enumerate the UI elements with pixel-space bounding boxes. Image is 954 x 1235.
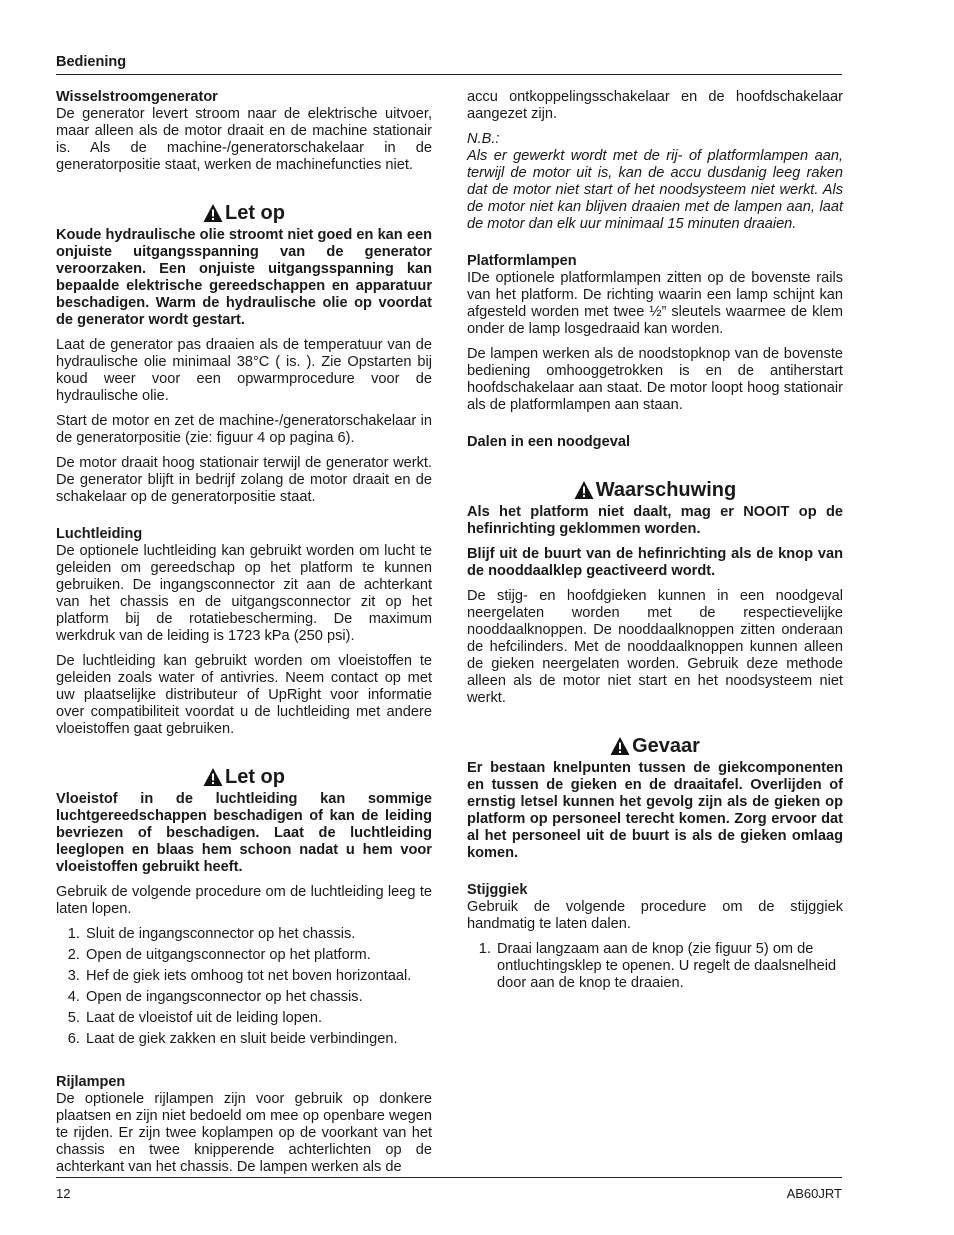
rij-body: De optionele rijlampen zijn voor gebruik op donkere plaatsen en zijn niet bedoeld om mee op openbare wegen te rijden. Er zijn twee koplampen op de voorkant van het chassis en twee knipperende achterlichten op de achterkant van het chassis. De lampen werken als de [56, 1091, 432, 1175]
heading-platformlampen: Platformlampen [467, 253, 577, 269]
danger-heading [467, 733, 843, 759]
note-label: N.B.: [467, 131, 500, 147]
header-rule [56, 74, 842, 75]
caution-text-2: Vloeistof in de luchtleiding kan sommige luchtgereedschappen beschadigen of kan de leiding bevriezen of beschadigen. Laat de luchtleiding leeglopen en blaas hem schoon nadat u hem voor vloeistoffen gebruikt heeft. [56, 791, 432, 875]
paragraph-start: Start de motor en zet de machine-/generatorschakelaar in de generatorpositie (zie: figuur 4 op pagina 6). [56, 413, 432, 446]
caution-text: Koude hydraulische olie stroomt niet goed en kan een onjuiste uitgangsspanning van de generator veroorzaken. Een onjuiste uitgangsspanning kan bepaalde elektrische gereedschappen en apparatuur beschadigen. Warm de hydraulische olie op voordat de generator wordt gestart. [56, 227, 432, 328]
model-label: AB60JRT [786, 1186, 842, 1201]
platform-body-1: IDe optionele platformlampen zitten op de bovenste rails van het platform. De richting waarin een lamp schijnt kan afgesteld worden met twee ½” sleutels waarmee de klem onder de lamp losgedraaid kan worden. [467, 270, 843, 337]
warning-triangle-icon [574, 480, 594, 500]
footer-rule [56, 1177, 842, 1178]
heading-stijggiek: Stijggiek [467, 882, 528, 898]
warning-title: Waarschuwing [595, 478, 737, 501]
warning-triangle-icon [203, 203, 223, 223]
heading-dalen: Dalen in een noodgeval [467, 434, 630, 450]
danger-text: Er bestaan knelpunten tussen de giekcomponenten en tussen de gieken en de draaitafel. Overlijden of ernstig letsel kunnen het gevolg zijn als de gieken op platform op personeel terecht komen. Zorg ervoor dat al het personeel uit de buurt is als de gieken omlaag komen. [467, 760, 843, 861]
paragraph-luchtleiding [56, 526, 432, 645]
note-text: Als er gewerkt wordt met de rij- of platformlampen aan, terwijl de motor uit is, kan de accu dusdanig leeg raken dat de motor niet start of het noodsysteem niet werkt. Als de motor niet kan blijven draaien met de lampen aan, laat de motor dan elk uur minimaal 15 minuten draaien. [467, 148, 843, 232]
lucht-body-1: De optionele luchtleiding kan gebruikt worden om lucht te geleiden om gereedschap op het platform te kunnen gebruiken. De ingangsconnector zit aan de achterkant van het chassis en de uitgangsconnector zit op het platform bij de rotatiebescherming. De maximum werkdruk van de leiding is 1723 kPa (250 psi). [56, 543, 432, 644]
heading-rijlampen: Rijlampen [56, 1074, 126, 1090]
list-item: 1. Sluit de ingangsconnector op het chassis. [84, 926, 432, 943]
paragraph-platform-2: De lampen werken als de noodstopknop van de bovenste bediening omhooggetrokken is en de antiherstart hoofdschakelaar aan staat. De motor loopt hoog stationair als de platformlampen aan staan. [467, 346, 843, 413]
list-item: 5. Laat de vloeistof uit de leiding lopen. [84, 1010, 432, 1027]
heading-luchtleiding: Luchtleiding [56, 526, 143, 542]
note-block [467, 131, 843, 233]
paragraph-temperature: Laat de generator pas draaien als de temperatuur van de hydraulische olie minimaal 38°C ( is. ). Zie Opstarten bij koud weer voor een opwarmprocedure voor de hydraulische olie. [56, 337, 432, 404]
list-item: 3. Hef de giek iets omhoog tot net boven horizontaal. [84, 968, 432, 985]
paragraph-lucht-2: De luchtleiding kan gebruikt worden om vloeistoffen te geleiden zoals water of antivries. Neem contact op met uw plaatselijke distributeur of UpRight voor informatie over compatibiliteit voordat u de luchtleiding met andere vloeistoffen gaat gebruiken. [56, 653, 432, 737]
warning-triangle-icon [610, 736, 630, 756]
paragraph-wisselstroom [56, 89, 432, 174]
paragraph-continued: accu ontkoppelingsschakelaar en de hoofdschakelaar aangezet zijn. [467, 89, 843, 122]
paragraph-rijlampen [56, 1074, 432, 1176]
paragraph-procedure: Gebruik de volgende procedure om de luchtleiding leeg te laten lopen. [56, 884, 432, 917]
warning-text-2: Blijf uit de buurt van de hefinrichting als de knop van de nooddaalklep geactiveerd wordt. [467, 546, 843, 579]
list-item: 4. Open de ingangsconnector op het chassis. [84, 989, 432, 1006]
paragraph-stijggiek [467, 882, 843, 933]
stijggiek-list [467, 941, 843, 992]
paragraph-stijg: De stijg- en hoofdgieken kunnen in een noodgeval neergelaten worden met de respectievelijke nooddaalknoppen. De nooddaalknoppen zitten onderaan de hefcilinders. Met de nooddaalknoppen kunnen alleen de gieken neergelaten worden. Gebruik deze methode alleen als de motor niet start en het noodsysteem niet werkt. [467, 588, 843, 706]
procedure-list [56, 926, 432, 1048]
caution-heading [56, 200, 432, 226]
list-item: 1. Draai langzaam aan de knop (zie figuur 5) om de ontluchtingsklep te openen. U regelt de daalsnelheid door aan de knop te draaien. [495, 941, 843, 992]
paragraph-platformlampen [467, 253, 843, 338]
warning-triangle-icon [203, 767, 223, 787]
heading-wisselstroomgenerator: Wisselstroomgenerator [56, 89, 218, 105]
left-column [56, 89, 432, 1184]
stijggiek-body: Gebruik de volgende procedure om de stijggiek handmatig te laten dalen. [467, 899, 843, 932]
paragraph-motor: De motor draait hoog stationair terwijl de generator werkt. De generator blijft in bedrijf zolang de motor draait en de schakelaar op de generatorpositie staat. [56, 455, 432, 505]
list-item: 2. Open de uitgangsconnector op het platform. [84, 947, 432, 964]
list-item: 6. Laat de giek zakken en sluit beide verbindingen. [84, 1031, 432, 1048]
danger-title: Gevaar [632, 734, 700, 757]
section-header: Bediening [56, 54, 127, 70]
warning-text-1: Als het platform niet daalt, mag er NOOIT op de hefinrichting geklommen worden. [467, 504, 843, 537]
caution-title: Let op [225, 201, 285, 224]
page-number: 12 [56, 1186, 71, 1201]
caution-title-2: Let op [225, 765, 285, 788]
warning-heading [467, 477, 843, 503]
wissel-body: De generator levert stroom naar de elektrische uitvoer, maar alleen als de motor draait en de machine stationair is. Als de machine-/generatorschakelaar in de generatorpositie staat, werken de machinefuncties niet. [56, 106, 432, 173]
caution-heading-2 [56, 764, 432, 790]
right-column [467, 89, 843, 1000]
